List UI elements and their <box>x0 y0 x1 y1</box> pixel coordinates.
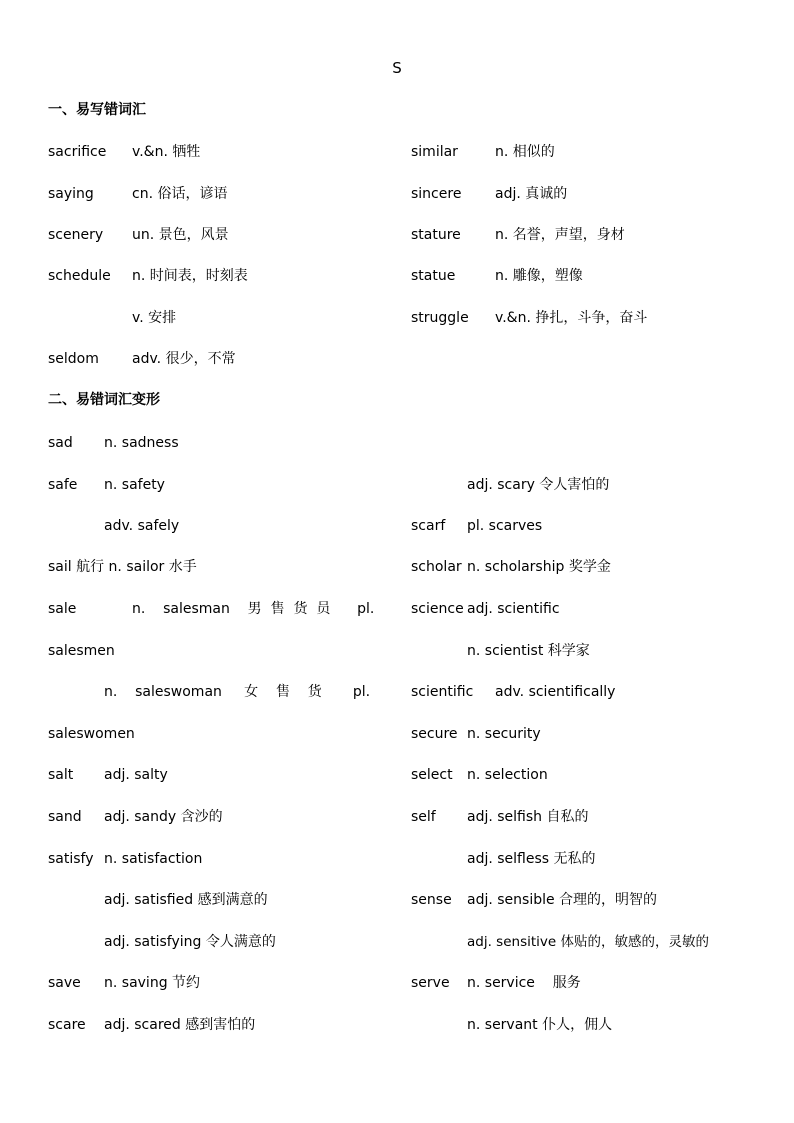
word-form: n. satisfaction <box>104 851 203 867</box>
word-form: adj. satisfying 令人满意的 <box>104 934 276 950</box>
word-form: adj. scared 感到害怕的 <box>104 1017 256 1033</box>
section-1-gloss: v.&n. 挣扎，斗争，奋斗 <box>495 310 648 326</box>
section-1-word: scenery <box>48 227 104 243</box>
word-form: adj. sandy 含沙的 <box>104 809 223 825</box>
word: scientific <box>411 684 474 700</box>
word-form: adj. scary 令人害怕的 <box>467 477 610 493</box>
word-form: n. servant 仆人，佣人 <box>467 1017 613 1033</box>
word-form: adj. salty <box>104 767 168 783</box>
section-2-heading: 二、易错词汇变形 <box>48 392 160 408</box>
section-1-word: saying <box>48 186 94 202</box>
section-1-word: statue <box>411 268 456 284</box>
word-form: adv. safely <box>104 518 180 534</box>
word-form: adj. satisfied 感到满意的 <box>104 892 268 908</box>
section-1-word: schedule <box>48 268 111 284</box>
word: select <box>411 767 453 783</box>
word-form: n. service 服务 <box>467 975 581 991</box>
section-1-word: similar <box>411 144 458 160</box>
word: satisfy <box>48 851 94 867</box>
word-form: adv. scientifically <box>495 684 616 700</box>
word-form: n. salesman 男 售 货 员 pl. <box>132 601 375 617</box>
section-1-gloss: adj. 真诚的 <box>495 186 568 202</box>
word: scare <box>48 1017 86 1033</box>
page-title: S <box>392 59 402 77</box>
section-1-gloss: n. 时间表，时刻表 <box>132 268 248 284</box>
section-1-gloss: n. 相似的 <box>495 144 555 160</box>
word-line: sail 航行 n. sailor 水手 <box>48 559 197 575</box>
word-form: adj. scientific <box>467 601 560 617</box>
section-1-gloss: adv. 很少，不常 <box>132 351 236 367</box>
word: scarf <box>411 518 446 534</box>
word-form: adj. sensitive 体贴的，敏感的，灵敏的 <box>467 934 709 950</box>
section-1-gloss: n. 雕像，塑像 <box>495 268 583 284</box>
word-form: adj. selfless 无私的 <box>467 851 596 867</box>
word-form: adj. selfish 自私的 <box>467 809 589 825</box>
word: scholar <box>411 559 462 575</box>
section-1-gloss: un. 景色，风景 <box>132 227 229 243</box>
word-line: saleswomen <box>48 726 135 742</box>
word: sad <box>48 435 73 451</box>
word: science <box>411 601 464 617</box>
section-1-heading: 一、易写错词汇 <box>48 102 146 118</box>
word-form: pl. scarves <box>467 518 543 534</box>
section-1-word: sacrifice <box>48 144 107 160</box>
word: sale <box>48 601 77 617</box>
section-1-gloss: cn. 俗话，谚语 <box>132 186 228 202</box>
section-1-word: seldom <box>48 351 99 367</box>
section-1-word: struggle <box>411 310 469 326</box>
word-line: salesmen <box>48 643 115 659</box>
word-form: n. scientist 科学家 <box>467 643 590 659</box>
section-1-gloss: v. 安排 <box>132 310 177 326</box>
word-form: n. selection <box>467 767 548 783</box>
section-1-gloss: v.&n. 牺牲 <box>132 144 201 160</box>
word-form: n. scholarship 奖学金 <box>467 559 611 575</box>
word-form: n. saleswoman 女 售 货 pl. <box>104 684 371 700</box>
word-form: n. safety <box>104 477 165 493</box>
word-form: n. security <box>467 726 541 742</box>
word: self <box>411 809 436 825</box>
section-1-word: stature <box>411 227 461 243</box>
section-1-word: sincere <box>411 186 462 202</box>
word: salt <box>48 767 74 783</box>
word: sense <box>411 892 452 908</box>
word: serve <box>411 975 450 991</box>
word-form: n. saving 节约 <box>104 975 201 991</box>
word: safe <box>48 477 78 493</box>
word: save <box>48 975 81 991</box>
word-form: adj. sensible 合理的，明智的 <box>467 892 658 908</box>
word: secure <box>411 726 458 742</box>
word-form: n. sadness <box>104 435 179 451</box>
section-1-gloss: n. 名誉，声望，身材 <box>495 227 625 243</box>
word: sand <box>48 809 82 825</box>
